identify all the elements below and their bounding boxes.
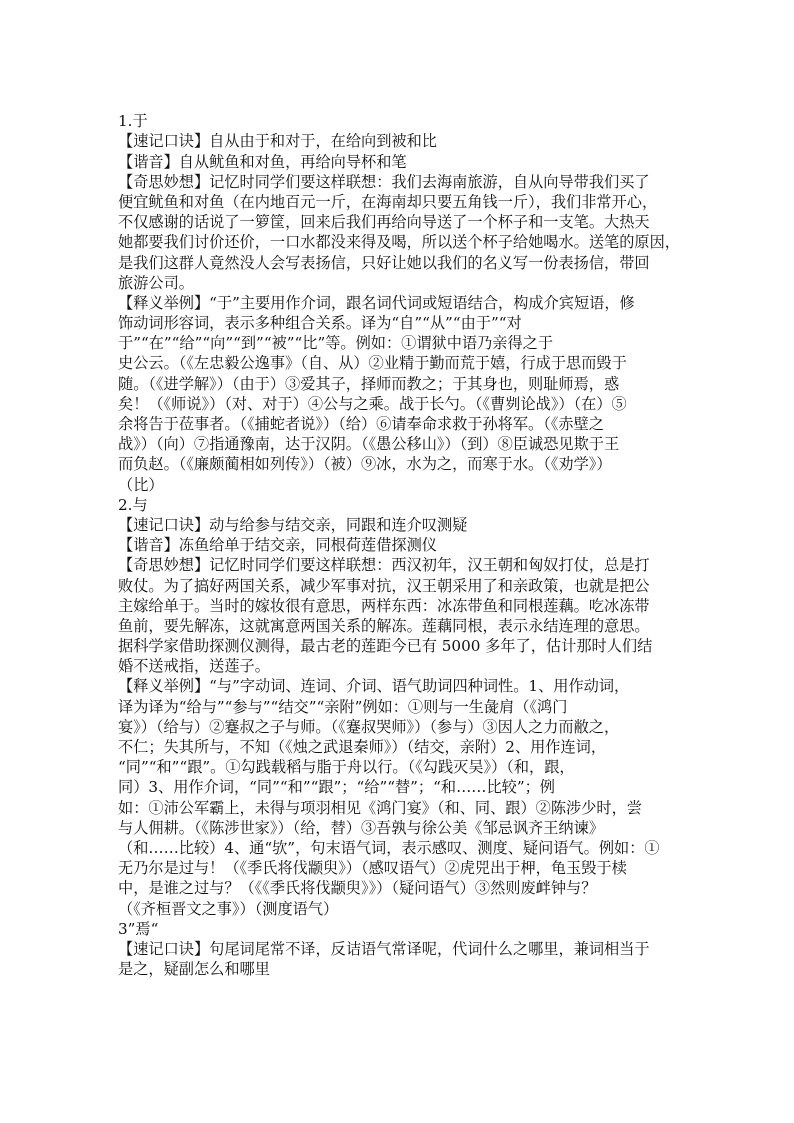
text-line: 矣！（《师说》）（对、对于）④公与之乘。战于长勺。（《曹刿论战》）（在）⑤ bbox=[118, 394, 627, 413]
text-line: （和……比较）4、通“欤”，句末语气词，表示感叹、测度、疑问语气。例如：① bbox=[118, 838, 660, 857]
section-heading: 2.与 bbox=[118, 495, 148, 514]
text-line: 【释义举例】“与”字动词、连词、介词、语气助词四种词性。1、用作动词， bbox=[118, 677, 630, 696]
text-line: 【速记口诀】动与给参与结交亲，同跟和连介叹测疑 bbox=[118, 515, 468, 534]
text-line: 【速记口诀】自从由于和对于，在给向到被和比 bbox=[118, 132, 437, 151]
text-line: 饰动词形容词，表示多种组合关系。译为“自”“从”“由于”“对 bbox=[118, 314, 522, 333]
text-line: 【谐音】冻鱼给单于结交亲，同根荷莲借探测仪 bbox=[118, 536, 437, 555]
text-line: 战》）（向）⑦指通豫南，达于汉阴。（《愚公移山》）（到）⑧臣诚恐见欺于王 bbox=[118, 435, 620, 454]
text-line: 中，是谁之过与？（《《季氏将伐颛臾》》）（疑问语气）③然则废衅钟与？ bbox=[118, 879, 597, 898]
text-line: 译为译为“给与”“参与”“结交”“亲附”例如：①则与一生彘肩（《鸿门 bbox=[118, 697, 568, 716]
text-line: 婚不送戒指，送莲子。 bbox=[118, 657, 270, 676]
text-line: 【奇思妙想】记忆时同学们要这样联想：西汉初年，汉王朝和匈奴打仗，总是打 bbox=[118, 556, 650, 575]
text-line: 败仗。为了搞好两国关系，减少军事对抗，汉王朝采用了和亲政策，也就是把公 bbox=[118, 576, 650, 595]
text-line: 主嫁给单于。当时的嫁妆很有意思，两样东西：冰冻带鱼和同根莲藕。吃冰冻带 bbox=[118, 596, 650, 615]
text-line: 鱼前，要先解冻，这就寓意两国关系的解冻。莲藕同根，表示永结连理的意思。 bbox=[118, 616, 650, 635]
text-line: 史公云。（《左忠毅公逸事》（自、从）②业精于勤而荒于嬉，行成于思而毁于 bbox=[118, 354, 627, 373]
document-page bbox=[118, 91, 690, 979]
text-line: 如：①沛公军霸上，未得与项羽相见《鸿门宴》（和、同、跟）②陈涉少时，尝 bbox=[118, 798, 642, 817]
text-line: 【谐音】自从鱿鱼和对鱼，再给向导杯和笔 bbox=[118, 152, 407, 171]
text-line: 据科学家借助探测仪测得，最古老的莲距今已有 5000 多年了，估计那时人们结 bbox=[118, 637, 653, 656]
text-line: 随。（《进学解》）（由于）③爱其子，择师而教之；于其身也，则耻师焉，惑 bbox=[118, 374, 620, 393]
text-line: 与人佣耕。（《陈涉世家》）（给，替）③吾孰与徐公美《邹忌讽齐王纳谏》 bbox=[118, 818, 604, 837]
text-line: 余将告于莅事者。（《捕蛇者说》）（给）⑥请奉命求救于孙将军。（《赤壁之 bbox=[118, 415, 604, 433]
text-line: 不仅感谢的话说了一箩筐，回来后我们再给向导送了一个杯子和一支笔。大热天 bbox=[118, 213, 650, 232]
text-line: 是之，疑副怎么和哪里 bbox=[118, 960, 270, 979]
text-line: 而负赵。（《廉颇蔺相如列传》）（被）⑨冰，水为之，而寒于水。（《劝学》） bbox=[118, 455, 612, 474]
text-line: 同）3、用作介词，“同”“和”“跟”；“给”“替”；“和……比较”；例 bbox=[118, 778, 555, 797]
text-line: 【奇思妙想】记忆时同学们要这样联想：我们去海南旅游，自从向导带我们买了 bbox=[118, 172, 650, 191]
text-line: 是我们这群人竟然没人会写表扬信，只好让她以我们的名义写一份表扬信，带回 bbox=[118, 253, 650, 272]
text-line: 便宜鱿鱼和对鱼（在内地百元一斤，在海南却只要五角钱一斤），我们非常开心， bbox=[118, 192, 658, 211]
text-line bbox=[118, 91, 690, 111]
text-line: （比） bbox=[118, 475, 164, 494]
text-line: （《齐桓晋文之事》）（测度语气） bbox=[118, 899, 339, 918]
section-heading: 3”焉“ bbox=[118, 919, 159, 938]
text-line: 无乃尔是过与！（《季氏将伐颛臾》）（感叹语气）②虎兕出于柙，龟玉毁于椟 bbox=[118, 859, 627, 878]
text-line: 【速记口诀】句尾词尾常不译，反诘语气常译呢，代词什么之哪里，兼词相当于 bbox=[118, 939, 650, 958]
text-line: 旅游公司。 bbox=[118, 273, 194, 292]
text-line: 她都要我们讨价还价，一口水都没来得及喝，所以送个杯子给她喝水。送笔的原因， bbox=[118, 233, 680, 252]
text-line: 【释义举例】“于”主要用作介词，跟名词代词或短语结合，构成介宾短语，修 bbox=[118, 293, 635, 312]
text-line: “同”“和”“跟”。①勾践载稻与脂于舟以行。（《勾践灭吴》）（和，跟， bbox=[118, 758, 575, 777]
section-heading: 1.于 bbox=[118, 112, 148, 131]
text-line: 于”“在”“给”“向”“到”“被”“比”等。例如：①谓狱中语乃亲得之于 bbox=[118, 334, 554, 353]
text-line: 不仁；失其所与，不知（《烛之武退秦师》）（结交，亲附）2、用作连词， bbox=[118, 738, 607, 756]
text-line: 宴》）（给与）②蹇叔之子与师。（《蹇叔哭师》）（参与）③因人之力而敝之， bbox=[118, 717, 620, 736]
